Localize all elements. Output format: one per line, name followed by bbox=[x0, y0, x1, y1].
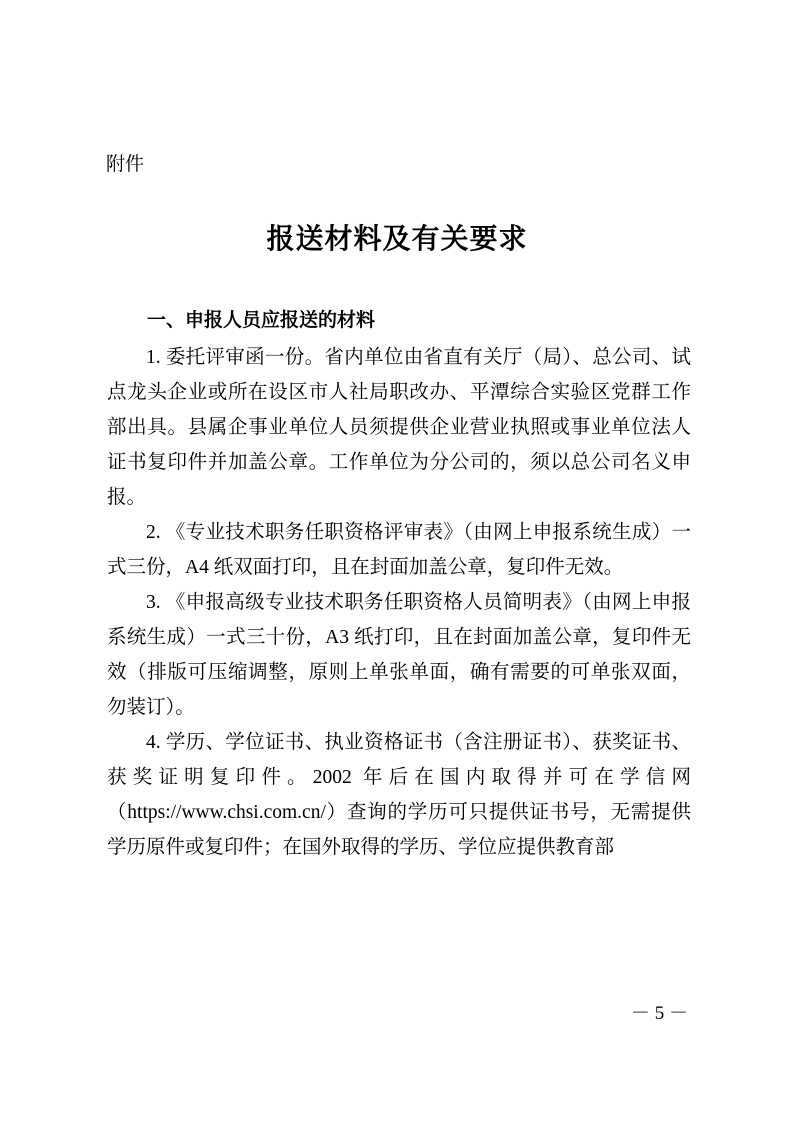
document-body bbox=[107, 340, 691, 865]
paragraph-item-4: 4. 学历、学位证书、执业资格证书（含注册证书）、获奖证书、获奖证明复印件。2002 年后在国内取得并可在学信网（https://www.chsi.com.cn/）查询的学历可只提供证书号，无需提供学历原件或复印件；在国外取得的学历、学位应提供教育部 bbox=[107, 732, 691, 858]
paragraph-item-2: 2. 《专业技术职务任职资格评审表》（由网上申报系统生成）一式三份，A4 纸双面打印，且在封面加盖公章，复印件无效。 bbox=[107, 522, 691, 578]
attachment-label: 附件 bbox=[106, 153, 145, 175]
document-title: 报送材料及有关要求 bbox=[266, 222, 528, 255]
paragraph-item-1: 1. 委托评审函一份。省内单位由省直有关厅（局）、总公司、试点龙头企业或所在设区市人社局职改办、平潭综合实验区党群工作部出具。县属企事业单位人员须提供企业营业执照或事业单位法人证书复印件并加盖公章。工作单位为分公司的，须以总公司名义申报。 bbox=[107, 347, 691, 508]
page-number: － 5 － bbox=[630, 1003, 688, 1024]
paragraph-item-3: 3. 《申报高级专业技术职务任职资格人员简明表》（由网上申报系统生成）一式三十份，A3 纸打印，且在封面加盖公章，复印件无效（排版可压缩调整，原则上单张单面，确有需要的可单张双面，勿装订）。 bbox=[107, 592, 691, 718]
section-heading: 一、申报人员应报送的材料 bbox=[147, 309, 376, 331]
